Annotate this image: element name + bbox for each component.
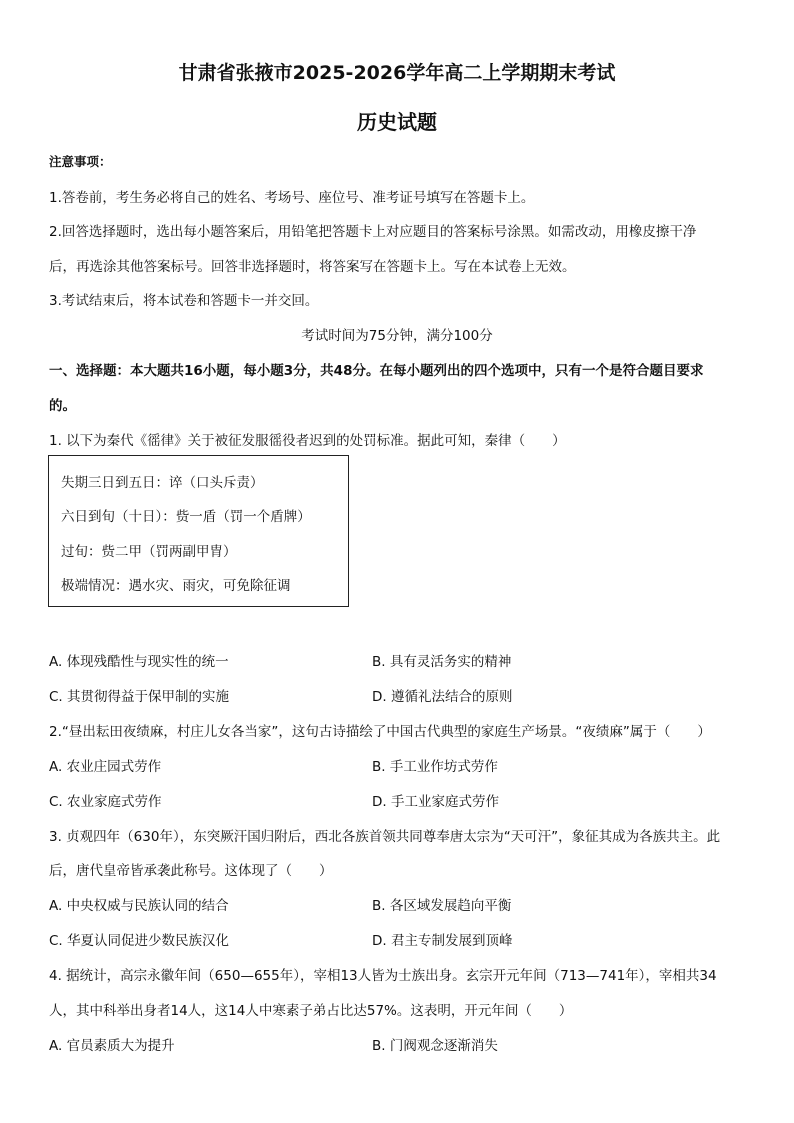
question-3-option-d[interactable]: D. 君主专制发展到顶峰 <box>372 933 513 949</box>
exam-title: 甘肃省张掖市2025-2026学年高二上学期期末考试 <box>178 62 616 84</box>
question-3-option-c[interactable]: C. 华夏认同促进少数民族汉化 <box>49 933 230 949</box>
source-line-4: 极端情况：遇水灾、雨灾，可免除征调 <box>61 578 291 594</box>
exam-info: 考试时间为75分钟，满分100分 <box>301 328 493 344</box>
question-1-option-b[interactable]: B. 具有灵活务实的精神 <box>372 654 512 670</box>
question-1-option-c[interactable]: C. 其贯彻得益于保甲制的实施 <box>49 689 230 705</box>
question-4-option-a[interactable]: A. 官员素质大为提升 <box>49 1038 175 1054</box>
question-3-option-b[interactable]: B. 各区域发展趋向平衡 <box>372 898 512 914</box>
notice-heading: 注意事项： <box>49 154 112 169</box>
question-4-stem-cont: 人，其中科举出身者14人，这14人中寒素子弟占比达57%。这表明，开元年间（ ） <box>49 1003 573 1019</box>
notice-item-1: 1.答卷前，考生务必将自己的姓名、考场号、座位号、准考证号填写在答题卡上。 <box>49 190 535 206</box>
section-1-instructions-cont: 的。 <box>49 398 76 414</box>
question-4-stem: 4. 据统计，高宗永徽年间（650—655年），宰相13人皆为士族出身。玄宗开元年间（713—741年），宰相共34 <box>49 968 717 984</box>
question-2-option-d[interactable]: D. 手工业家庭式劳作 <box>372 794 499 810</box>
question-1-option-a[interactable]: A. 体现残酷性与现实性的统一 <box>49 654 229 670</box>
question-2-option-b[interactable]: B. 手工业作坊式劳作 <box>372 759 498 775</box>
question-1-stem: 1. 以下为秦代《徭律》关于被征发服徭役者迟到的处罚标准。据此可知，秦律（ ） <box>49 433 566 449</box>
question-1-source-box <box>48 455 349 607</box>
question-3-option-a[interactable]: A. 中央权威与民族认同的结合 <box>49 898 229 914</box>
source-line-1: 失期三日到五日：谇（口头斥责） <box>61 475 264 491</box>
question-1-option-d[interactable]: D. 遵循礼法结合的原则 <box>372 689 513 705</box>
question-2-stem: 2.“昼出耘田夜绩麻，村庄儿女各当家”，这句古诗描绘了中国古代典型的家庭生产场景。“夜绩麻”属于（ ） <box>49 724 711 740</box>
section-1-instructions: 一、选择题：本大题共16小题，每小题3分，共48分。在每小题列出的四个选项中，只有一个是符合题目要求 <box>49 363 704 379</box>
source-line-3: 过旬：赀二甲（罚两副甲胄） <box>61 544 237 560</box>
source-line-2: 六日到旬（十日）：赀一盾（罚一个盾牌） <box>61 509 311 525</box>
question-2-option-c[interactable]: C. 农业家庭式劳作 <box>49 794 162 810</box>
notice-item-3: 3.考试结束后，将本试卷和答题卡一并交回。 <box>49 293 319 309</box>
question-3-stem-cont: 后，唐代皇帝皆承袭此称号。这体现了（ ） <box>49 863 333 879</box>
notice-item-2-cont: 后，再选涂其他答案标号。回答非选择题时，将答案写在答题卡上。写在本试卷上无效。 <box>49 259 576 275</box>
question-3-stem: 3. 贞观四年（630年），东突厥汗国归附后，西北各族首领共同尊奉唐太宗为“天可汗”，象征其成为各族共主。此 <box>49 829 721 845</box>
question-2-option-a[interactable]: A. 农业庄园式劳作 <box>49 759 162 775</box>
exam-subtitle: 历史试题 <box>357 110 437 134</box>
notice-item-2: 2.回答选择题时，选出每小题答案后，用铅笔把答题卡上对应题目的答案标号涂黑。如需改动，用橡皮擦干净 <box>49 224 697 240</box>
question-4-option-b[interactable]: B. 门阀观念逐渐消失 <box>372 1038 498 1054</box>
